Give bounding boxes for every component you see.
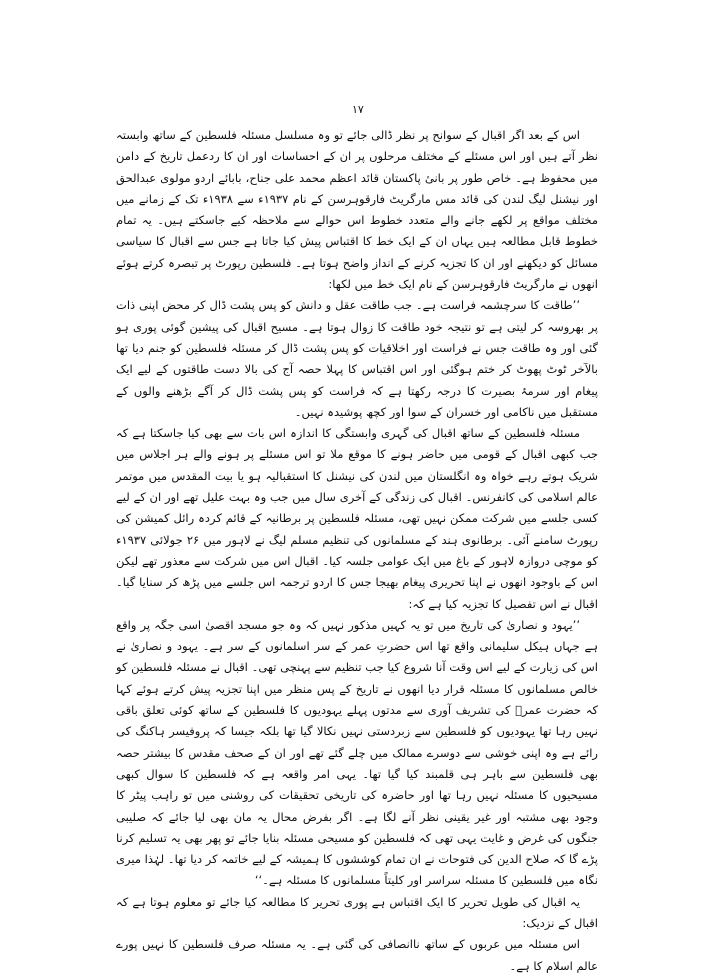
body-text — [116, 125, 598, 977]
paragraph-palestine-involvement: مسئلہ فلسطین کے ساتھ اقبال کی گہری وابستگی کا اندازہ اس بات سے بھی کیا جاسکتا ہے کہ جب کبھی اقبال کے قومی میں حاضر ہونے کا موقع ملا تو اس مسئلے پر ہونے والے ہر اجلاس میں شریک ہوتے رہے خواہ وہ انگلستان میں لندن کی نیشنل کا استقبالیہ ہو یا بیت المقدس میں موتمر عالم اسلامی کی کانفرنس۔ اقبال کی زندگی کے آخری سال میں جب وہ بہت علیل تھے اور ان کے لیے کسی جلسے میں شرکت ممکن نہیں تھی، مسئلہ فلسطین پر برطانیہ کے قائم کردہ رائل کمیشن کی رپورٹ سامنے آئی۔ برطانوی ہند کے مسلمانوں کی تنظیم مسلم لیگ نے لاہور میں ۲۶ جولائی ۱۹۳۷ء کو موچی دروازہ لاہور کے باغ میں ایک عوامی جلسہ کیا۔ اقبال اس میں شرکت سے معذور تھے لیکن اس کے باوجود انھوں نے اپنا تحریری پیغام بھیجا جس کا اردو ترجمہ اس جلسے میں پڑھ کر سنایا گیا۔ اقبال نے اس تفصیل کا تجزیہ کیا ہے کہ: — [116, 426, 598, 611]
paragraph-summary-lead: یہ اقبال کی طویل تحریر کا ایک اقتباس ہے پوری تحریر کا مطالعہ کیا جائے تو معلوم ہوتا ہے کہ اقبال کے نزدیک: — [116, 894, 598, 930]
paragraph-summary-point: اس مسئلہ میں عربوں کے ساتھ ناانصافی کی گئی ہے۔ یہ مسئلہ صرف فلسطین کا نہیں پورے عالم اسلام کا ہے۔ — [116, 937, 598, 973]
paragraph-quote-letter: ’’طاقت کا سرچشمہ فراست ہے۔ جب طاقت عقل و دانش کو پس پشت ڈال کر محض اپنی ذات پر بھروسہ کر لیتی ہے تو نتیجہ خود طاقت کا زوال ہوتا ہے۔ مسیح اقبال کی پیشین گوئی پوری ہو گئی اور وہ طاقت جس نے فراست اور اخلاقیات کو پس پشت ڈال کر مسئلہ فلسطین کو جنم دیا تھا بالآخر ٹوٹ پھوٹ کر ختم ہوگئی اور اس اقتباس کا پہلا حصہ آج کی بالا دست طاقتوں کے لیے ایک پیغام اور سرمۂ بصیرت کا درجہ رکھتا ہے کہ فراست کو پس پشت ڈال کر آگے بڑھنے والوں کے مستقبل میں ناکامی اور خسران کے سوا اور کچھ پوشیدہ نہیں۔ — [116, 298, 598, 419]
paragraph-quote-message: ’’یہود و نصاریٰ کی تاریخ میں تو یہ کہیں مذکور نہیں کہ وہ جو مسجد اقصیٰ اسی جگہ پر واقع ہے جہاں ہیکل سلیمانی واقع تھا اس حضرتِ عمر کے سر اسلمانوں کے سر ہے۔ یہود و نصاریٰ نے اس کی زیارت کے لیے اس وقت آنا شروع کیا جب تنظیم سے پہنچی تھی۔ اقبال نے مسئلہ فلسطین کو خالص مسلمانوں کا مسئلہ قرار دیا انھوں نے تاریخ کے پس منظر میں اپنا تجزیہ پیش کرتے ہوئے کہا کہ حضرت عمرؓ کی تشریف آوری سے مدتوں پہلے یہودیوں کا فلسطین کے ساتھ کوئی تعلق باقی نہیں رہا تھا یہودیوں کو فلسطین سے زبردستی نہیں نکالا گیا تھا بلکہ جیسا کہ پروفیسر ہاکنگ کی رائے ہے وہ اپنی خوشی سے دوسرے ممالک میں چلے گئے تھے اور ان کے صحف مقدس کا بیشتر حصہ بھی فلسطین سے باہر ہی قلمبند کیا گیا تھا۔ یہی امر واقعہ ہے کہ فلسطین کا سوال کبھی مسیحیوں کا مسئلہ نہیں رہا تھا اور حاضرہ کی تاریخی تحقیقات کی روشنی میں تو راہب پیٹر کا وجود بھی مشتبہ اور غیر یقینی نظر آنے لگا ہے۔ اگر بفرض محال یہ مان بھی لیا جائے کہ صلیبی جنگوں کی غرض و غایت یہی تھی کہ فلسطین کو مسیحی مسئلہ بنایا جائے تو پھر بھی یہ تسلیم کرنا پڑے گا کہ صلاح الدین کی فتوحات نے ان تمام کوششوں کا ہمیشہ کے لیے خاتمہ کر دیا تھا۔ لہٰذا میری نگاہ میں فلسطین کا مسئلہ سراسر اور کلیتاً مسلمانوں کا مسئلہ ہے۔‘‘ — [116, 617, 598, 888]
page-number: ۱۷ — [352, 103, 364, 116]
paragraph-intro: اس کے بعد اگر اقبال کے سوانح پر نظر ڈالی جائے تو وہ مسلسل مسئلہ فلسطین کے ساتھ وابستہ نظر آتے ہیں اور اس مسئلے کے مختلف مرحلوں پر ان کے احساسات اور ان کا ردعمل تاریخ کے دامن میں محفوظ ہے۔ خاص طور پر بانیٔ پاکستان قائد اعظم محمد علی جناح، بابائے اردو مولوی عبدالحق اور نیشنل لیگ لندن کی قائد مس مارگریٹ فارقوہرسن کے نام ۱۹۳۷ء سے ۱۹۳۸ء تک کے زمانے میں مختلف مواقع پر لکھے جانے والے متعدد خطوط اس حوالے سے ملاحظہ کیے جاسکتے ہیں۔ یہ تمام خطوط قابل مطالعہ ہیں یہاں ان کے ایک خط کا اقتباس پیش کیا جاتا ہے جس سے اقبال کا سیاسی مسائل کو دیکھنے اور ان کا تجزیہ کرنے کے انداز واضح ہوتا ہے۔ فلسطین رپورٹ پر تبصرہ کرتے ہوئے انھوں نے مارگریٹ فارقوہرسن کے نام ایک خط میں لکھا: — [116, 128, 599, 292]
